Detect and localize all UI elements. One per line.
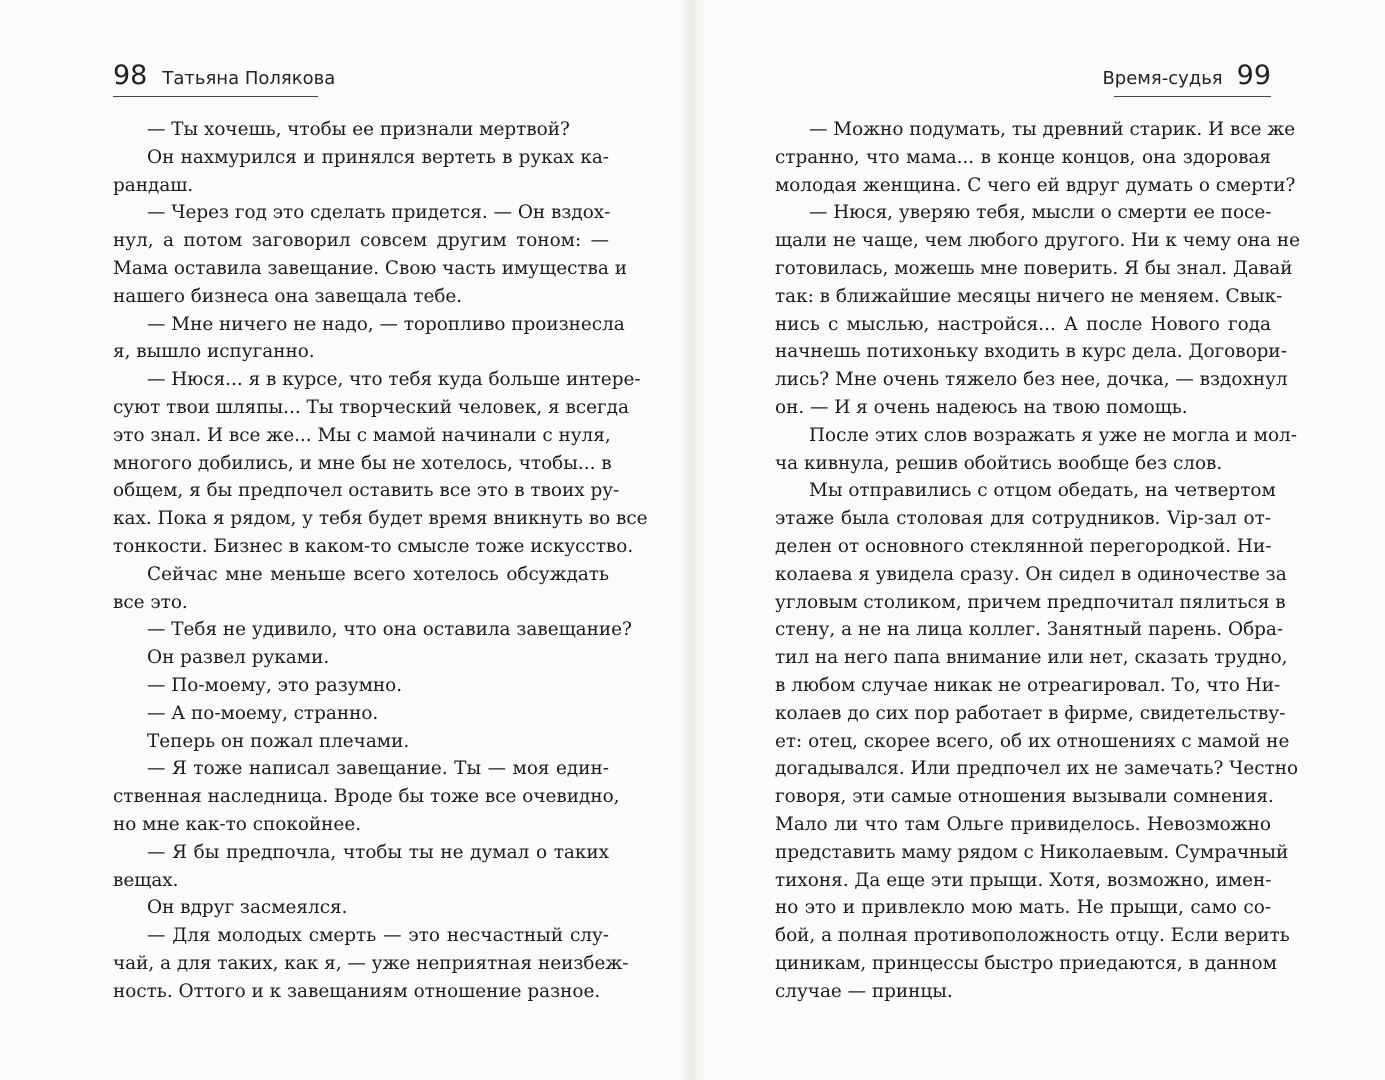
text-line: делен от основного стеклянной перегородкой. Ни-: [775, 535, 1272, 557]
text-line: лись? Мне очень тяжело без нее, дочка, — вздохнул: [775, 369, 1288, 391]
text-line: Сейчас мне меньше всего хотелось обсуждать: [147, 563, 609, 585]
text-line: нул, а потом заговорил совсем другим тоном: —: [113, 230, 609, 252]
text-line: — Я тоже написал завещание. Ты — моя един-: [147, 758, 609, 780]
right-page-text: [775, 116, 1301, 1006]
text-line: угловым столиком, причем предпочитал пялиться в: [775, 591, 1286, 613]
text-line: нашего бизнеса она завещала тебе.: [113, 285, 463, 307]
text-line: — Мне ничего не надо, — торопливо произнесла: [147, 313, 625, 335]
text-line: ках. Пока я рядом, у тебя будет время вникнуть во все: [113, 508, 648, 530]
text-line: бой, а полная противоположность отцу. Если верить: [775, 925, 1290, 947]
text-line: колаева я увидела сразу. Он сидел в одиночестве за: [775, 563, 1287, 585]
right-page: [692, 0, 1385, 1080]
left-page-number: 98: [113, 60, 148, 91]
text-line: — Можно подумать, ты древний старик. И все же: [809, 119, 1296, 140]
left-running-title: Татьяна Полякова: [162, 68, 336, 89]
text-line: представить маму рядом с Николаевым. Сумрачный: [775, 841, 1289, 863]
text-line: Мы отправились с отцом обедать, на четвертом: [809, 480, 1276, 502]
text-line: — Тебя не удивило, что она оставила завещание?: [147, 619, 632, 641]
text-line: Он нахмурился и принялся вертеть в руках ка-: [147, 146, 609, 168]
text-line: все это.: [113, 591, 188, 613]
text-line: начнешь потихоньку входить в курс дела. Договори-: [775, 341, 1287, 363]
left-page-text: [113, 116, 648, 1006]
text-line: говоря, эти самые отношения вызывали сомнения.: [775, 786, 1274, 808]
right-running-title: Время-судья: [1102, 68, 1223, 89]
left-page: [0, 0, 692, 1080]
text-line: — Для молодых смерть — это несчастный слу-: [147, 925, 609, 947]
text-line: многого добились, и мне бы не хотелось, чтобы... в: [113, 452, 612, 474]
text-line: догадывался. Или предпочел их не замечать? Честно: [775, 758, 1299, 780]
text-line: Он развел руками.: [147, 647, 330, 669]
text-line: циникам, принцессы быстро приедаются, в данном: [775, 952, 1277, 974]
text-line: ча кивнула, решив обойтись вообще без слов.: [775, 452, 1223, 474]
text-line: это знал. И все же... Мы с мамой начинали с нуля,: [113, 424, 611, 446]
text-line: вещах.: [113, 869, 179, 891]
text-line: этаже была столовая для сотрудников. Vip-зал от-: [775, 508, 1271, 530]
text-line: Он вдруг засмеялся.: [147, 897, 348, 919]
text-line: колаев до сих пор работает в фирме, свидетельству-: [775, 702, 1286, 724]
text-line: рандаш.: [113, 174, 194, 196]
text-line: готовилась, можешь мне поверить. Я бы знал. Давай: [775, 257, 1293, 279]
text-line: — Нюся... я в курсе, что тебя куда больше интере-: [147, 369, 641, 391]
text-line: странно, что мама... в конце концов, она здоровая: [775, 146, 1271, 168]
text-line: я, вышло испуганно.: [113, 341, 315, 363]
text-line: тихоня. Да еще эти прыщи. Хотя, возможно, имен-: [775, 869, 1272, 891]
text-line: стену, а не на лица коллег. Занятный парень. Обра-: [775, 619, 1284, 641]
text-line: — А по-моему, странно.: [147, 702, 379, 724]
right-page-number: 99: [1236, 60, 1271, 91]
text-line: — По-моему, это разумно.: [147, 674, 403, 696]
text-line: общем, я бы предпочел оставить все это в твоих ру-: [113, 480, 620, 502]
text-line: — Ты хочешь, чтобы ее признали мертвой?: [147, 119, 570, 140]
text-line: Мало ли что там Ольге привиделось. Невозможно: [775, 813, 1271, 835]
text-line: он. — И я очень надеюсь на твою помощь.: [775, 396, 1188, 418]
text-line: ет: отец, скорее всего, об их отношениях с мамой не: [775, 730, 1290, 752]
right-page-header: [1102, 58, 1271, 97]
text-line: нись с мыслью, настройся... А после Нового года: [775, 313, 1271, 335]
text-line: — Я бы предпочла, чтобы ты не думал о таких: [147, 841, 609, 863]
text-line: так: в ближайшие месяцы ничего не меняем. Свык-: [775, 285, 1283, 307]
text-line: Теперь он пожал плечами.: [147, 730, 410, 752]
text-line: тонкости. Бизнес в каком-то смысле тоже искусство.: [113, 535, 634, 557]
text-line: щали не чаще, чем любого другого. Ни к чему она не: [775, 230, 1301, 252]
text-line: ственная наследница. Вроде бы тоже все очевидно,: [113, 786, 620, 808]
text-line: но это и привлекло мою мать. Не прыщи, само со-: [775, 897, 1271, 919]
text-line: в любом случае никак не отреагировал. То, что Ни-: [775, 674, 1281, 696]
text-line: тил на него папа внимание или нет, сказать трудно,: [775, 647, 1288, 669]
text-line: — Нюся, уверяю тебя, мысли о смерти ее посе-: [809, 202, 1272, 224]
text-line: Мама оставила завещание. Свою часть имущества и: [113, 257, 627, 279]
left-page-header: [113, 58, 336, 97]
text-line: чай, а для таких, как я, — уже неприятная неизбеж-: [113, 952, 629, 974]
text-line: суют твои шляпы... Ты творческий человек, я всегда: [113, 396, 629, 418]
text-line: случае — принцы.: [775, 980, 953, 1002]
text-line: молодая женщина. С чего ей вдруг думать о смерти?: [775, 174, 1296, 196]
text-line: После этих слов возражать я уже не могла и мол-: [809, 424, 1297, 446]
text-line: — Через год это сделать придется. — Он вздох-: [147, 202, 611, 224]
text-line: ность. Оттого и к завещаниям отношение разное.: [113, 980, 601, 1002]
text-line: но мне как-то спокойнее.: [113, 813, 362, 835]
